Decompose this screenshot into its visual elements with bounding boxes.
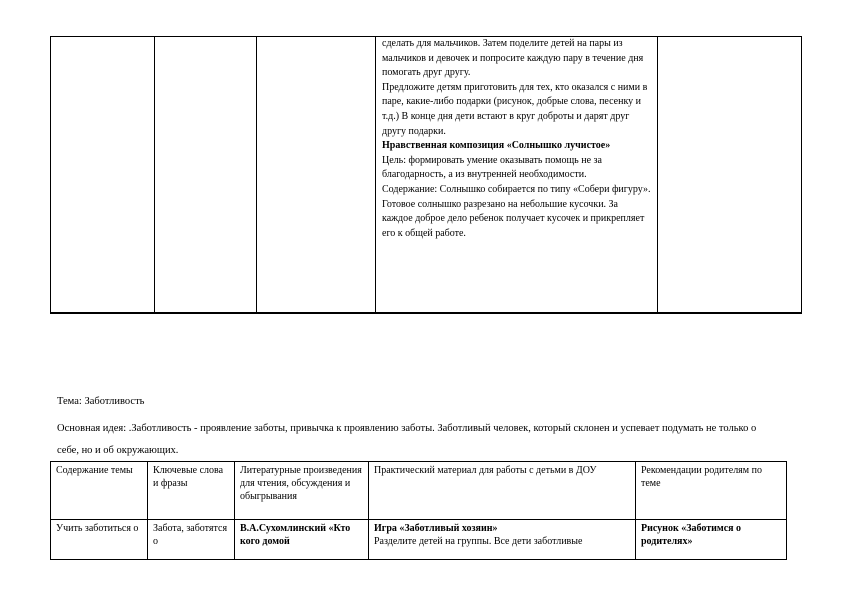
row-cell-practice [369,520,636,560]
theme-label: Тема: Заботливость [57,396,145,407]
row-cell: Рисунок «Заботимся о родителях» [636,520,787,560]
header-cell: Практический материал для работы с детьми в ДОУ [369,462,636,520]
para-2: Предложите детям приготовить для тех, кто оказался с ними в паре, какие-либо подарки (рисунок, добрые слова, песенку и т.д.) В конце дня дети встают в круг доброты и дарят друг другу подарки. [382,81,648,137]
top-table [50,36,802,314]
content-text: Содержание: Солнышко собирается по типу «Собери фигуру». Готовое солнышко разрезано на небольшие кусочки. За каждое доброе дело ребенок получает кусочек и прикрепляет его к общей работе. [382,183,651,239]
top-cell-3 [257,37,376,313]
composition-title: Нравственная композиция «Солнышко лучистое» [382,140,611,152]
row-cell: Учить заботиться о [51,520,148,560]
header-cell: Ключевые слова и фразы [148,462,235,520]
goal-text: Цель: формировать умение оказывать помощь не за благодарность, а из внутренней необходимости. [382,154,602,181]
bottom-table [50,461,787,560]
top-cell-2 [155,37,257,313]
row-cell: Забота, заботятся о [148,520,235,560]
header-cell: Рекомендации родителям по теме [636,462,787,520]
top-cell-1 [51,37,155,313]
top-cell-5 [658,37,802,313]
game-text: Разделите детей на группы. Все дети заботливые [374,536,583,547]
top-cell-4 [376,37,658,313]
header-cell: Литературные произведения для чтения, обсуждения и обыгрывания [235,462,369,520]
row-cell: В.А.Сухомлинский «Кто кого домой [235,520,369,560]
main-idea: Основная идея: .Заботливость - проявление заботы, привычка к проявлению заботы. Заботливый человек, который склонен и успевает подумать не только о себе, но и об окружающих. [57,423,757,456]
para-1: сделать для мальчиков. Затем поделите детей на пары из мальчиков и девочек и попросите каждую пару в течение дня помогать друг другу. [382,38,644,79]
game-title: Игра «Заботливый хозяин» [374,523,498,534]
header-cell: Содержание темы [51,462,148,520]
